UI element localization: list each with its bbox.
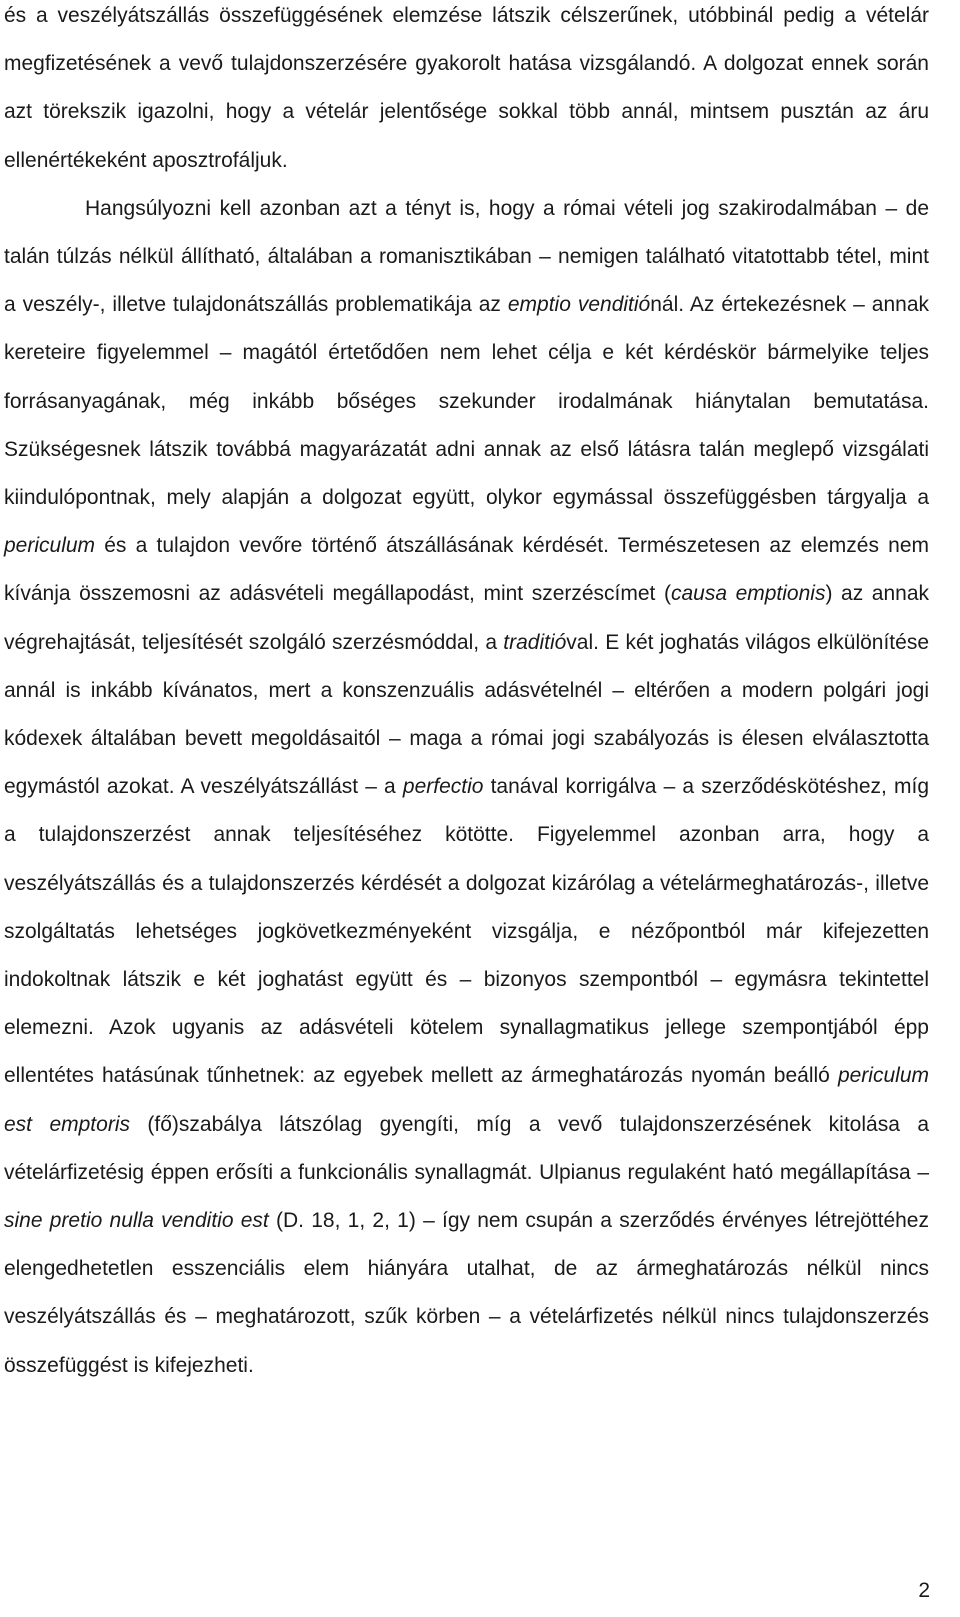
text-run: Hangsúlyozni kell azonban azt a tényt is, hogy a római vételi jog szakirodalmában – de talán túlzás nélkül állítható, általában a romanisztikában – nemigen található vitatottabb tétel, mint a veszély-, illetve tulajdonátszállás problematikája az (4, 196, 929, 317)
text-run: (D. 18, 1, 2, 1) – így nem csupán a szerződés érvényes létrejöttéhez elengedhetetlen esszenciális elem hiányára utalhat, de az ármeghatározás nélkül nincs veszélyátszállás és – meghatározott, szűk körben – a vételárfizetés nélkül nincs tulajdonszerzés összefüggést is kifejezheti. (4, 1209, 929, 1377)
italic-term-sine-pretio: sine pretio nulla venditio est (4, 1209, 269, 1233)
text-run: tanával korrigálva – a szerződéskötéshez, míg a tulajdonszerzést annak teljesítéséhez kötötte. Figyelemmel azonban arra, hogy a veszélyátszállás és a tulajdonszerzés kérdését a dolgozat kizárólag a vételármeghatározás-, illetve szolgáltatás lehetséges jogkövetkezményeként vizsgálja, e nézőpontból már kifejezetten indokoltnak látszik e két joghatást együtt és – bizonyos szempontból – egymásra tekintettel elemezni. Azok ugyanis az adásvételi kötelem synallagmatikus jellege szempontjából épp ellentétes hatásúnak tűnhetnek: az egyebek mellett az ármeghatározás nyomán beálló (4, 775, 930, 1088)
italic-term-traditio: traditió (503, 630, 567, 654)
document-page (4, 0, 929, 1390)
italic-term-perfectio: perfectio (402, 775, 484, 799)
italic-term-periculum-est-emptoris: periculum est emptoris (4, 1064, 929, 1136)
italic-term-periculum: periculum (4, 534, 96, 558)
text-run: val. E két joghatás világos elkülönítése annál is inkább kívánatos, mert a konszenzuális adásvételnél – eltérően a modern polgári jogi kódexek általában bevett megoldásaitól – maga a római jogi szabályozás is élesen elválasztotta egymástól azokat. A veszélyátszállást – a (4, 630, 930, 799)
text-run: ) az annak végrehajtását, teljesítését szolgáló szerzésmóddal, a (4, 582, 930, 654)
page-number: 2 (918, 1579, 930, 1602)
italic-term-emptio-venditio: emptio venditió (507, 293, 651, 317)
text-run: és a tulajdon vevőre történő átszállásának kérdését. Természetesen az elemzés nem kívánja összemosni az adásvételi megállapodást, mint szerzéscímet ( (4, 534, 929, 606)
italic-term-causa-emptionis: causa emptionis (670, 582, 826, 606)
text-run: (fő)szabálya látszólag gyengíti, míg a vevő tulajdonszerzésének kitolása a vételárfizetésig éppen erősíti a funkcionális synallagmát. Ulpianus regulaként ható megállapítása – (4, 1112, 929, 1184)
paragraph-continuation: és a veszélyátszállás összefüggésének elemzése látszik célszerűnek, utóbbinál pedig a vételár megfizetésének a vevő tulajdonszerzésére gyakorolt hatása vizsgálandó. A dolgozat ennek során azt törekszik igazolni, hogy a vételár jelentősége sokkal több annál, mintsem pusztán az áru ellenértékeként aposztrofáljuk. (4, 4, 929, 172)
paragraph-main (4, 185, 929, 1390)
text-run: nál. Az értekezésnek – annak kereteire figyelemmel – magától értetődően nem lehet célja e két kérdéskör bármelyike teljes forrásanyagának, még inkább bőséges szekunder irodalmának hiánytalan bemutatása. Szükségesnek látszik továbbá magyarázatát adni annak az első látásra talán meglepő vizsgálati kiindulópontnak, mely alapján a dolgozat együtt, olykor egymással összefüggésben tárgyalja a (4, 293, 929, 510)
